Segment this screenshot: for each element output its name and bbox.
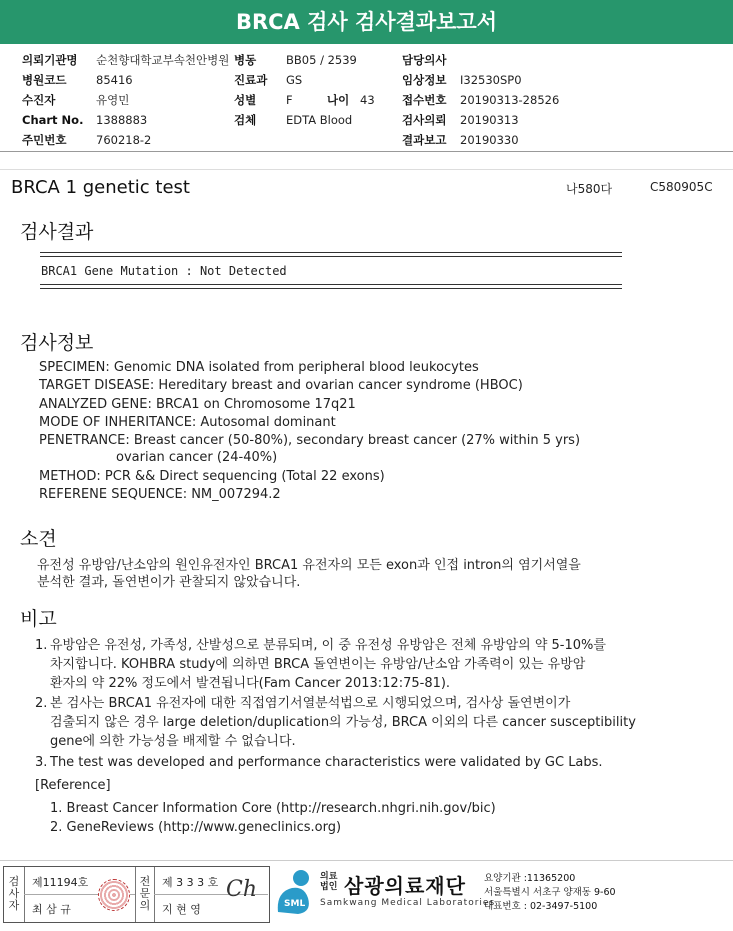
reference-heading: [Reference] [35, 778, 111, 793]
examiner-license-no: 제11194호 [32, 876, 89, 889]
remark-line: 본 검사는 BRCA1 유전자에 대한 직접염기서열분석법으로 시행되었으며, 검사상 돌연변이가 [50, 696, 571, 711]
info-specimen: SPECIMEN: Genomic DNA isolated from peripheral blood leukocytes [39, 360, 479, 375]
specimen-label: 검체 [234, 113, 257, 127]
receipt-value: 20190313-28526 [460, 93, 560, 107]
chart-no-value: 1388883 [96, 113, 148, 127]
address: 서울특별시 서초구 양재동 9-60 [484, 887, 616, 898]
report-banner-title: BRCA 검사 검사결과보고서 [0, 0, 733, 44]
info-method: METHOD: PCR && Direct sequencing (Total 22 exons) [39, 469, 385, 484]
remark-line: gene에 의한 가능성을 배제할 수 없습니다. [50, 734, 296, 749]
remark-line: 유방암은 유전성, 가족성, 산발성으로 분류되며, 이 중 유전성 유방암은 전체 유방암의 약 5-10%를 [50, 638, 606, 653]
remark-number: 2. [35, 696, 48, 711]
reviewer-name: 지 현 영 [162, 903, 201, 916]
remark-number: 3. [35, 755, 48, 770]
remark-line: 검출되지 않은 경우 large deletion/duplication의 가능성, BRCA 이외의 다른 cancer susceptibility [50, 715, 636, 730]
info-inheritance: MODE OF INHERITANCE: Autosomal dominant [39, 415, 336, 430]
findings-line-2: 분석한 결과, 돌연변이가 관찰되지 않았습니다. [37, 575, 301, 590]
sex-label: 성별 [234, 93, 257, 107]
remark-line: The test was developed and performance characteristics were validated by GC Labs. [50, 755, 603, 770]
code-right: C580905C [650, 180, 713, 194]
examiner-name: 최 삼 규 [32, 903, 71, 916]
request-date-label: 검사의뢰 [402, 113, 447, 127]
dept-label: 진료과 [234, 73, 268, 87]
header-divider-light [0, 169, 733, 170]
report-header [0, 50, 733, 150]
sml-logo-icon [274, 868, 316, 916]
ward-label: 병동 [234, 53, 257, 67]
findings-heading: 소견 [20, 528, 57, 550]
remark-line: 환자의 약 22% 정도에서 발견됩니다(Fam Cancer 2013:12:75-81). [50, 676, 451, 691]
hospital-code-value: 85416 [96, 73, 133, 87]
sex-value: F [286, 93, 293, 107]
seal-stamp-icon [98, 879, 130, 911]
patient-label: 수진자 [22, 93, 56, 107]
brand-english: Samkwang Medical Laboratories [320, 898, 496, 908]
signature-box [3, 866, 270, 923]
info-reference-sequence: REFERENE SEQUENCE: NM_007294.2 [39, 487, 281, 502]
test-title: BRCA 1 genetic test [11, 177, 190, 198]
footer-divider [0, 860, 733, 861]
info-penetrance-ovarian: ovarian cancer (24-40%) [116, 450, 278, 465]
result-bottom-rule [40, 284, 622, 289]
reviewer-license-no: 제 3 3 3 호 [162, 876, 219, 889]
institution-label: 의뢰기관명 [22, 53, 78, 67]
institution-number: 요양기관 :11365200 [484, 873, 576, 884]
info-penetrance: PENETRANCE: Breast cancer (50-80%), secondary breast cancer (27% within 5 yrs) [39, 433, 581, 448]
patient-value: 유영민 [96, 93, 130, 107]
result-heading: 검사결과 [20, 221, 94, 243]
report-date-label: 결과보고 [402, 133, 447, 147]
info-analyzed-gene: ANALYZED GENE: BRCA1 on Chromosome 17q21 [39, 397, 356, 412]
info-target-disease: TARGET DISEASE: Hereditary breast and ovarian cancer syndrome (HBOC) [39, 378, 523, 393]
result-top-rule [40, 252, 622, 257]
rrn-value: 760218-2 [96, 133, 152, 147]
header-divider [0, 151, 733, 152]
code-left: 나580다 [566, 182, 613, 196]
dept-value: GS [286, 73, 303, 87]
examiner-vertical-label: 검사자 [8, 875, 20, 912]
brand-prefix: 의료 법인 [320, 872, 338, 892]
findings-line-1: 유전성 유방암/난소암의 원인유전자인 BRCA1 유전자의 모든 exon과 인접 intron의 염기서열을 [37, 558, 581, 573]
signature-icon: Ch [226, 877, 258, 902]
reference-item: 1. Breast Cancer Information Core (http://research.nhgri.nih.gov/bic) [50, 801, 496, 816]
phone: 대표번호 : 02-3497-5100 [484, 901, 598, 912]
clinical-info-label: 임상정보 [402, 73, 447, 87]
remark-number: 1. [35, 638, 48, 653]
reference-item: 2. GeneReviews (http://www.geneclinics.org) [50, 820, 342, 835]
rrn-label: 주민번호 [22, 133, 67, 147]
institution-value: 순천향대학교부속천안병원 [96, 53, 230, 67]
age-value: 43 [360, 93, 375, 107]
physician-label: 담당의사 [402, 53, 447, 67]
request-date-value: 20190313 [460, 113, 519, 127]
reviewer-vertical-label: 전문의 [139, 875, 151, 912]
specimen-value: EDTA Blood [286, 113, 353, 127]
remarks-heading: 비고 [20, 608, 57, 630]
hospital-code-label: 병원코드 [22, 73, 67, 87]
report-date-value: 20190330 [460, 133, 519, 147]
clinical-info-value: I32530SP0 [460, 73, 522, 87]
age-label: 나이 [327, 93, 350, 107]
remark-line: 차지합니다. KOHBRA study에 의하면 BRCA 돌연변이는 유방암/난소암 가족력이 있는 유방암 [50, 657, 586, 672]
brand-name: 삼광의료재단 [344, 874, 466, 898]
info-heading: 검사정보 [20, 332, 94, 354]
logo-text: SML [284, 899, 306, 909]
chart-no-label: Chart No. [22, 113, 84, 127]
ward-value: BB05 / 2539 [286, 53, 357, 67]
result-text: BRCA1 Gene Mutation : Not Detected [41, 264, 287, 278]
receipt-label: 접수번호 [402, 93, 447, 107]
